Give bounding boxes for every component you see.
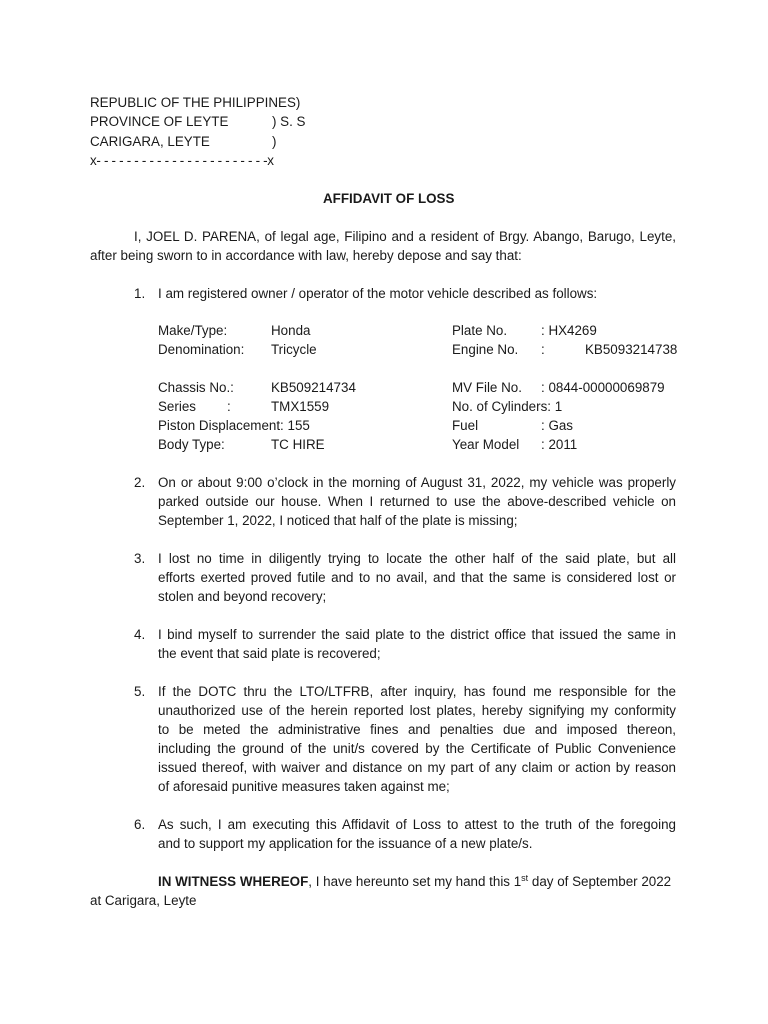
- engine-value: KB5093214738: [585, 342, 678, 357]
- item-3-line-2: efforts exerted proved futile and to no avail, and that the same is considered lost or: [158, 570, 676, 585]
- chassis-label: Chassis No.:: [158, 380, 234, 395]
- make-label: Make/Type:: [158, 323, 228, 338]
- header-paren: ): [272, 134, 277, 149]
- plate-label: Plate No.: [452, 323, 508, 338]
- witness-text: , I have hereunto set my hand this 1: [308, 874, 522, 889]
- item-3-line-1: I lost no time in diligently trying to locate the other half of the said plate, but all: [158, 551, 676, 566]
- header-republic: REPUBLIC OF THE PHILIPPINES): [90, 95, 301, 110]
- intro-line-2: after being sworn to in accordance with law, hereby depose and say that:: [90, 248, 522, 263]
- item-6-line-2: and to support my application for the issuance of a new plate/s.: [158, 836, 533, 851]
- item-5-line-2: unauthorized use of the herein reported lost plates, hereby signifying my conformity: [158, 703, 676, 718]
- body-type-label: Body Type:: [158, 437, 225, 452]
- document-title: AFFIDAVIT OF LOSS: [323, 191, 455, 206]
- item-2-line-2: parked outside our house. When I returned to use the above-described vehicle on: [158, 494, 676, 509]
- witness-ordinal: st: [521, 873, 529, 883]
- piston-label: Piston Displacement: 155: [158, 418, 310, 433]
- item-2-line-3: September 1, 2022, I noticed that half of the plate is missing;: [158, 513, 518, 528]
- engine-label: Engine No.: [452, 342, 519, 357]
- plate-value: : HX4269: [541, 323, 597, 338]
- item-6-line-1: As such, I am executing this Affidavit of Loss to attest to the truth of the foregoing: [158, 817, 676, 832]
- engine-colon: :: [541, 342, 545, 357]
- fuel-label: Fuel: [452, 418, 479, 433]
- item-6-number: 6.: [134, 817, 146, 832]
- header-divider: x- - - - - - - - - - - - - - - - - - - - - - -x: [90, 153, 274, 168]
- item-5-line-3: to be meted the administrative fines and penalties due and imposed thereon,: [158, 722, 676, 737]
- item-2-line-1: On or about 9:00 o’clock in the morning of August 31, 2022, my vehicle was properly: [158, 475, 676, 490]
- series-label: Series: [158, 399, 196, 414]
- year-model-value: : 2011: [541, 437, 578, 452]
- header-municipality: CARIGARA, LEYTE: [90, 134, 210, 149]
- item-5-number: 5.: [134, 684, 146, 699]
- item-4-line-2: the event that said plate is recovered;: [158, 646, 381, 661]
- item-2-number: 2.: [134, 475, 146, 490]
- body-type-value: TC HIRE: [271, 437, 325, 452]
- item-4-number: 4.: [134, 627, 146, 642]
- witness-place: at Carigara, Leyte: [90, 893, 197, 908]
- series-value: TMX1559: [271, 399, 330, 414]
- item-5-line-1: If the DOTC thru the LTO/LTFRB, after inquiry, has found me responsible for the: [158, 684, 676, 699]
- cylinders-label: No. of Cylinders: 1: [452, 399, 563, 414]
- intro-line-1: I, JOEL D. PARENA, of legal age, Filipino and a resident of Brgy. Abango, Barugo, Leyte,: [134, 229, 676, 244]
- chassis-value: KB509214734: [271, 380, 356, 395]
- denomination-value: Tricycle: [271, 342, 317, 357]
- make-value: Honda: [271, 323, 311, 338]
- header-ss: ) S. S: [272, 114, 306, 129]
- item-3-line-3: stolen and beyond recovery;: [158, 589, 327, 604]
- witness-bold: IN WITNESS WHEREOF: [158, 874, 309, 889]
- header-province: PROVINCE OF LEYTE: [90, 114, 229, 129]
- mvfile-value: : 0844-00000069879: [541, 380, 665, 395]
- item-5-line-5: issued thereof, with waiver and distance on my part of any claim or action by reason: [158, 760, 676, 775]
- item-1-text: I am registered owner / operator of the motor vehicle described as follows:: [158, 286, 598, 301]
- witness-text-2: day of September 2022: [528, 874, 672, 889]
- witness-clause: [158, 872, 671, 891]
- item-1-number: 1.: [134, 286, 146, 301]
- fuel-value: : Gas: [541, 418, 573, 433]
- item-4-line-1: I bind myself to surrender the said plate to the district office that issued the same in: [158, 627, 676, 642]
- denomination-label: Denomination:: [158, 342, 245, 357]
- mvfile-label: MV File No.: [452, 380, 522, 395]
- item-5-line-4: including the ground of the unit/s covered by the Certificate of Public Convenience: [158, 741, 676, 756]
- year-model-label: Year Model: [452, 437, 520, 452]
- series-colon: :: [227, 399, 231, 414]
- item-5-line-6: of aforesaid punitive measures taken against me;: [158, 779, 450, 794]
- item-3-number: 3.: [134, 551, 146, 566]
